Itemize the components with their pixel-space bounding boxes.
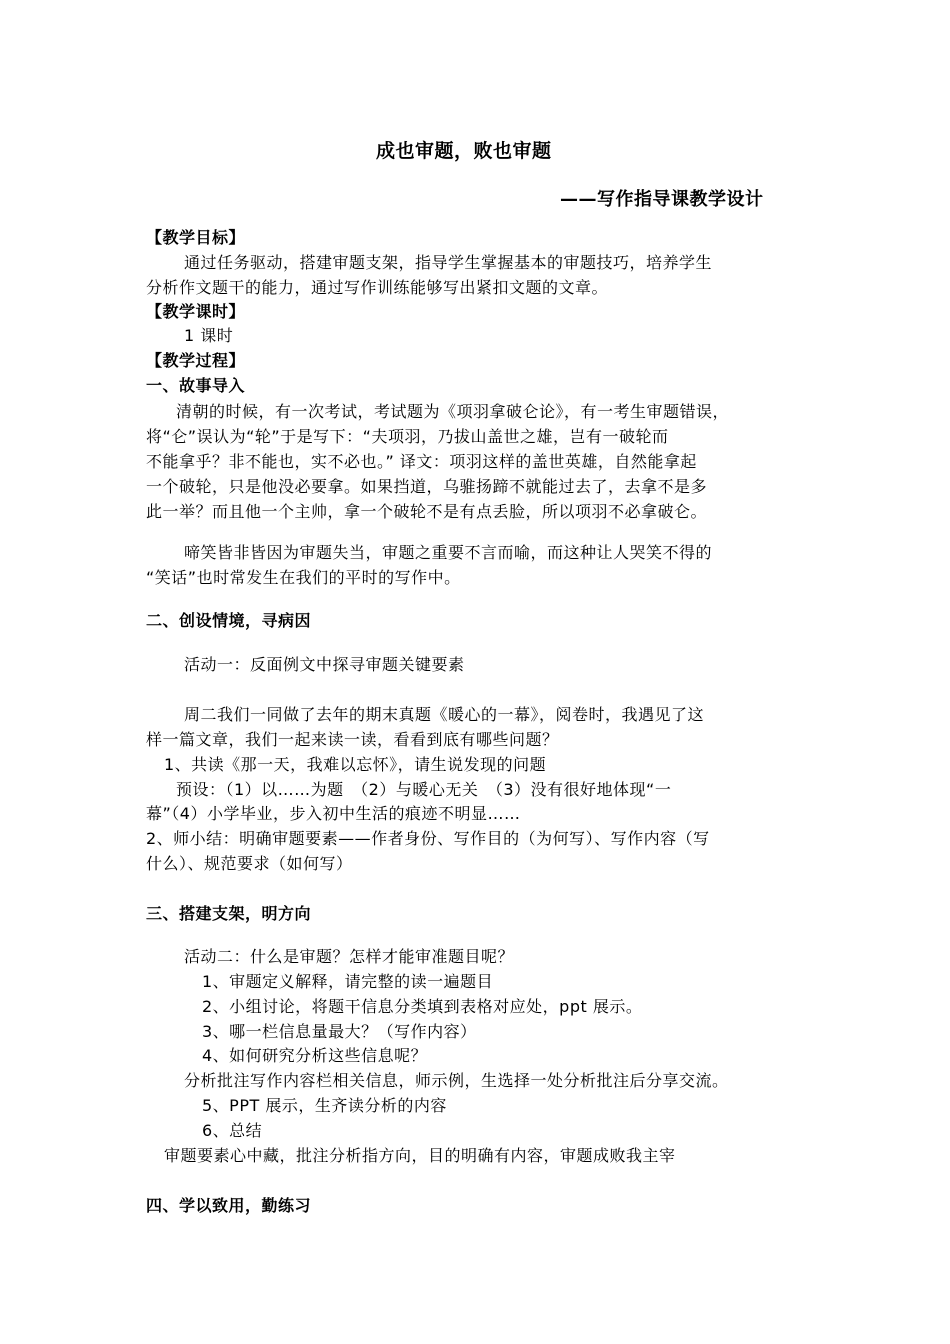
story-line: 不能拿乎？非不能也，实不必也。” 译文：项羽这样的盖世英雄，自然能拿起 (146, 452, 697, 471)
process-heading: 【教学过程】 (146, 351, 246, 370)
step-item: 什么）、规范要求（如何写） (146, 854, 353, 873)
preset-line: 预设：（1）以……为题 （2）与暖心无关 （3）没有很好地体现“一 (176, 780, 672, 799)
story-comment-line: 啼笑皆非皆因为审题失当，审题之重要不言而喻，而这种让人哭笑不得的 (184, 543, 713, 562)
step-item: 2、师小结：明确审题要素——作者身份、写作目的（为何写）、写作内容（写 (146, 829, 710, 848)
step-note: 分析批注写作内容栏相关信息，师示例，生选择一处分析批注后分享交流。 (184, 1071, 729, 1090)
story-line: 清朝的时候，有一次考试，考试题为《项羽拿破仑论》，有一考生审题错误， (176, 402, 730, 421)
story-line: 一个破轮，只是他没必要拿。如果挡道，乌骓扬蹄不就能过去了，去拿不是多 (146, 477, 708, 496)
section-1-heading: 一、故事导入 (146, 376, 246, 395)
activity-2: 活动二：什么是审题？怎样才能审准题目呢？ (184, 947, 515, 966)
section-2-heading: 二、创设情境，寻病因 (146, 611, 312, 630)
step-item: 1、审题定义解释，请完整的读一遍题目 (202, 972, 494, 991)
step-item: 1、共读《那一天，我难以忘怀》，请生说发现的问题 (164, 755, 547, 774)
summary-line: 审题要素心中藏，批注分析指方向，目的明确有内容，审题成败我主宰 (164, 1146, 676, 1165)
story-line: 此一举？而且他一个主帅，拿一个破轮不是有点丢脸，所以项羽不必拿破仑。 (146, 502, 708, 521)
story-comment-line: “笑话”也时常发生在我们的平时的写作中。 (146, 568, 461, 587)
step-item: 2、小组讨论，将题干信息分类填到表格对应处，ppt 展示。 (202, 997, 643, 1016)
activity-1: 活动一：反面例文中探寻审题关键要素 (184, 655, 465, 674)
goal-text-line: 通过任务驱动，搭建审题支架，指导学生掌握基本的审题技巧，培养学生 (184, 253, 713, 272)
document-subtitle: ——写作指导课教学设计 (560, 189, 764, 210)
step-item: 3、哪一栏信息量最大？（写作内容） (202, 1022, 477, 1041)
step-item: 5、PPT 展示，生齐读分析的内容 (202, 1096, 447, 1115)
goal-heading: 【教学目标】 (146, 228, 246, 247)
preset-line: 幕”（4）小学毕业，步入初中生活的痕迹不明显…… (146, 804, 521, 823)
document-title: 成也审题，败也审题 (376, 140, 552, 162)
context-line: 周二我们一同做了去年的期末真题《暖心的一幕》，阅卷时，我遇见了这 (184, 705, 705, 724)
hours-value: 1 课时 (184, 326, 234, 345)
section-3-heading: 三、搭建支架，明方向 (146, 904, 312, 923)
hours-heading: 【教学课时】 (146, 302, 246, 321)
section-4-heading: 四、学以致用，勤练习 (146, 1196, 312, 1215)
context-line: 样一篇文章，我们一起来读一读，看看到底有哪些问题？ (146, 730, 559, 749)
goal-text-line: 分析作文题干的能力，通过写作训练能够写出紧扣文题的文章。 (146, 278, 609, 297)
story-line: 将“仑”误认为“轮”于是写下：“夫项羽，乃拔山盖世之雄，岂有一破轮而 (146, 427, 669, 446)
step-item: 6、总结 (202, 1121, 263, 1140)
step-item: 4、如何研究分析这些信息呢？ (202, 1046, 428, 1065)
